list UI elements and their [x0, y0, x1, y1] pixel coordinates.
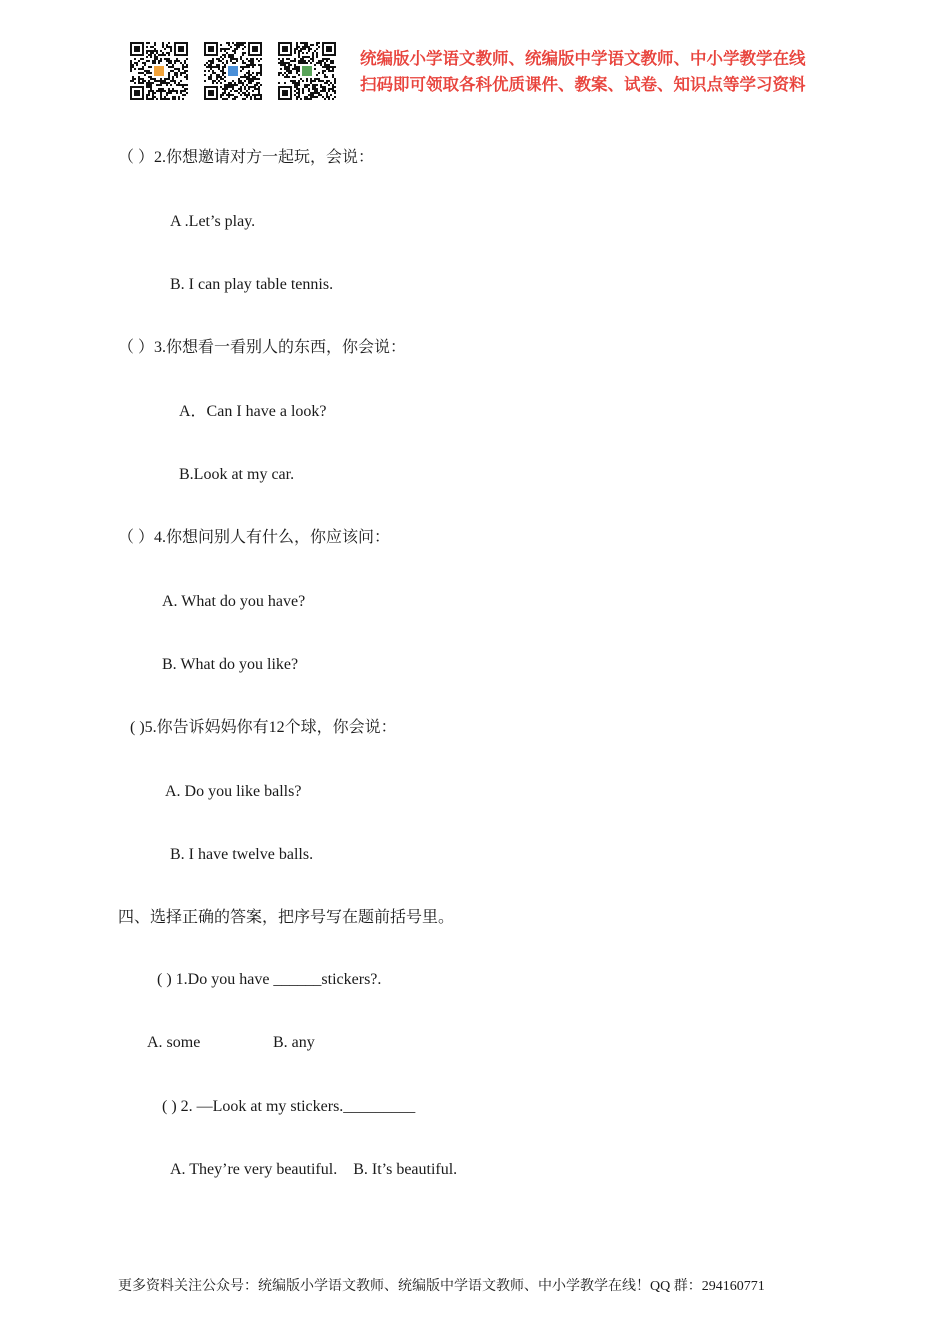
question-prompt: （ ）2.你想邀请对方一起玩，会说： — [118, 149, 375, 166]
question-prompt: ( ) 2. —Look at my stickers._________ — [162, 1098, 416, 1115]
question-prompt: （ ）4.你想问别人有什么，你应该问： — [118, 529, 391, 546]
option-b: B. any — [273, 1034, 315, 1051]
option-b: B. What do you like? — [162, 656, 299, 673]
option-a: A. some — [147, 1034, 201, 1051]
header — [130, 42, 830, 102]
question-prompt: ( )5.你告诉妈妈你有12个球，你会说： — [130, 719, 397, 736]
option-b: B. I have twelve balls. — [170, 846, 314, 863]
options-line: A. They’re very beautiful. B. It’s beautiful. — [170, 1161, 458, 1178]
section-title: 四、选择正确的答案，把序号写在题前括号里。 — [118, 909, 455, 926]
qr-code-icon — [204, 42, 262, 100]
banner-line-1: 统编版小学语文教师、统编版中学语文教师、中小学教学在线 — [360, 49, 806, 68]
option-b: B.Look at my car. — [179, 466, 295, 483]
question-prompt: （ ）3.你想看一看别人的东西，你会说： — [118, 339, 407, 356]
option-a: A．Can I have a look? — [179, 403, 327, 420]
option-a: A .Let’s play. — [170, 213, 256, 230]
option-b: B. I can play table tennis. — [170, 276, 334, 293]
footer-note: 更多资料关注公众号：统编版小学语文教师、统编版中学语文教师、中小学教学在线！QQ 群：294160771 — [118, 1279, 765, 1294]
qr-code-icon — [278, 42, 336, 100]
option-a: A. Do you like balls? — [165, 783, 302, 800]
promo-banner — [360, 46, 806, 98]
qr-code-icon — [130, 42, 188, 100]
option-a: A. What do you have? — [162, 593, 306, 610]
question-prompt: ( ) 1.Do you have ______stickers?. — [157, 971, 382, 988]
banner-line-2: 扫码即可领取各科优质课件、教案、试卷、知识点等学习资料 — [360, 75, 806, 94]
